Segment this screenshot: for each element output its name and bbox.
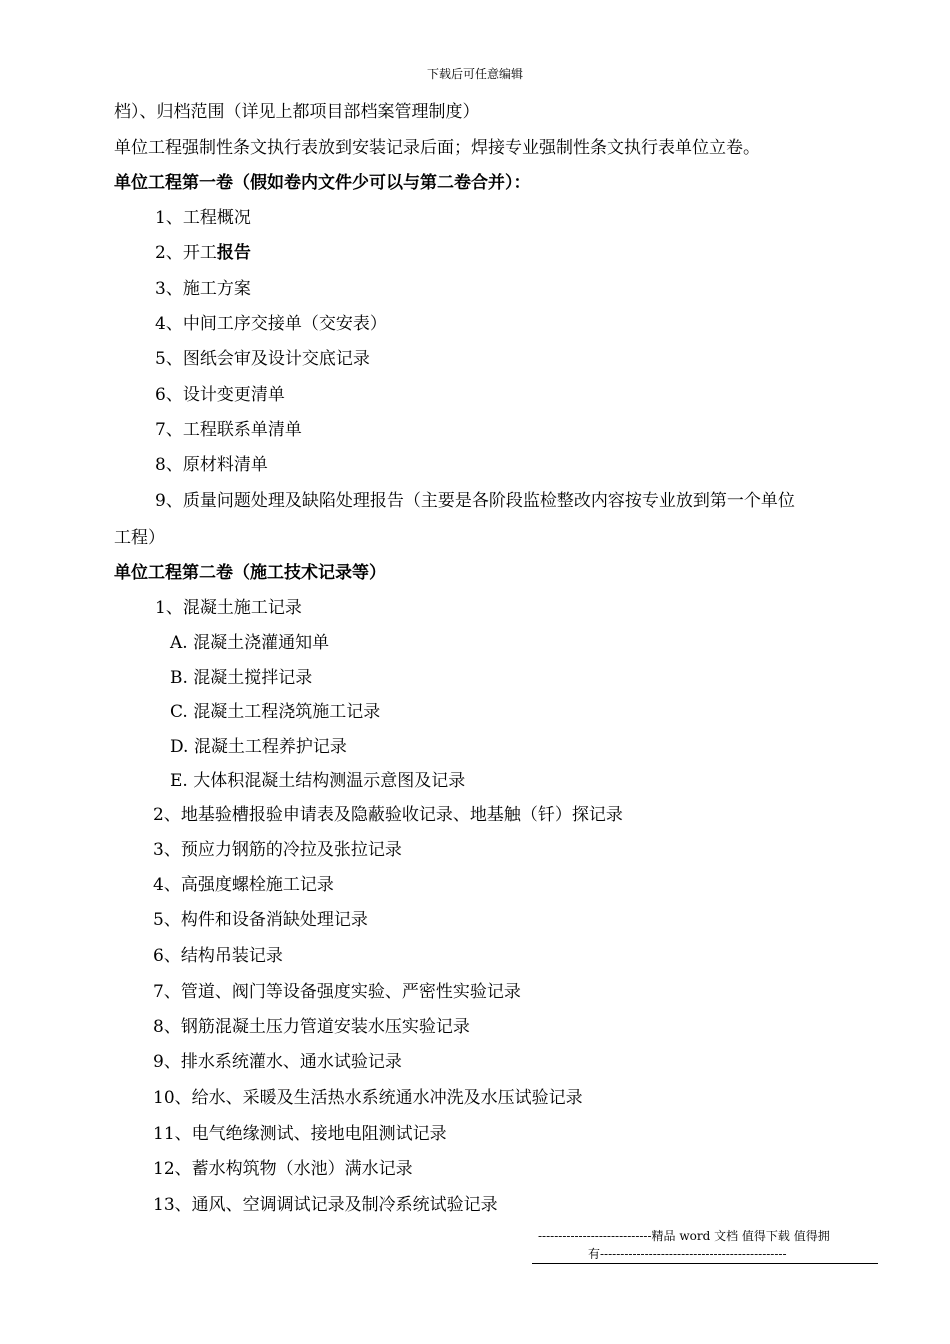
volume1-item: 4、中间工序交接单（交安表） [155,314,387,334]
page-header: 下载后可任意编辑 [426,67,523,81]
volume1-item: 3、施工方案 [155,279,251,299]
footer-line-1: ----------------------------精品 word 文档 值得下载 值得拥 [538,1229,830,1243]
volume1-item: 8、原材料清单 [155,455,268,475]
volume2-item: 7、管道、阀门等设备强度实验、严密性实验记录 [153,982,521,1002]
page-footer [532,1227,878,1264]
volume1-item: 7、工程联系单清单 [155,420,302,440]
volume1-item-bold: 报告 [216,243,251,263]
volume2-subitem: E. 大体积混凝土结构测温示意图及记录 [170,771,466,791]
volume1-item [155,241,251,265]
volume2-item: 3、预应力钢筋的冷拉及张拉记录 [153,840,402,860]
volume1-item: 1、工程概况 [155,208,251,228]
volume2-item: 12、蓄水构筑物（水池）满水记录 [153,1159,413,1179]
volume2-item: 9、排水系统灌水、通水试验记录 [153,1052,402,1072]
volume2-item: 2、地基验槽报验申请表及隐蔽验收记录、地基触（钎）探记录 [153,805,623,825]
volume2-subitem: C. 混凝土工程浇筑施工记录 [170,702,381,722]
volume2-item: 8、钢筋混凝土压力管道安装水压实验记录 [153,1017,470,1037]
volume1-title: 单位工程第一卷（假如卷内文件少可以与第二卷合并）： [114,173,531,193]
volume1-item-text: 2、开工 [155,243,217,263]
volume1-item: 6、设计变更清单 [155,385,285,405]
volume2-subitem: B. 混凝土搅拌记录 [170,668,313,688]
volume1-item: 9、质量问题处理及缺陷处理报告（主要是各阶段监检整改内容按专业放到第一个单位 [155,491,795,511]
footer-line-2: 有---------------------------------------------- [588,1247,787,1261]
volume2-item: 10、给水、采暖及生活热水系统通水冲洗及水压试验记录 [153,1088,583,1108]
volume2-subitem: A. 混凝土浇灌通知单 [170,633,330,653]
intro-line-2: 单位工程强制性条文执行表放到安装记录后面；焊接专业强制性条文执行表单位立卷。 [114,138,760,158]
volume2-item: 11、电气绝缘测试、接地电阻测试记录 [153,1124,447,1144]
intro-line-1: 档）、归档范围（详见上都项目部档案管理制度） [114,102,480,122]
volume2-item: 13、通风、空调调试记录及制冷系统试验记录 [153,1195,498,1215]
volume2-title: 单位工程第二卷（施工技术记录等） [114,563,386,583]
volume2-item: 4、高强度螺栓施工记录 [153,875,334,895]
volume2-subitem: D. 混凝土工程养护记录 [170,737,347,757]
volume2-item: 5、构件和设备消缺处理记录 [153,910,368,930]
volume2-item: 6、结构吊装记录 [153,946,283,966]
volume2-item: 1、混凝土施工记录 [155,598,302,618]
volume1-item: 5、图纸会审及设计交底记录 [155,349,370,369]
volume1-item-continuation: 工程） [114,528,165,548]
